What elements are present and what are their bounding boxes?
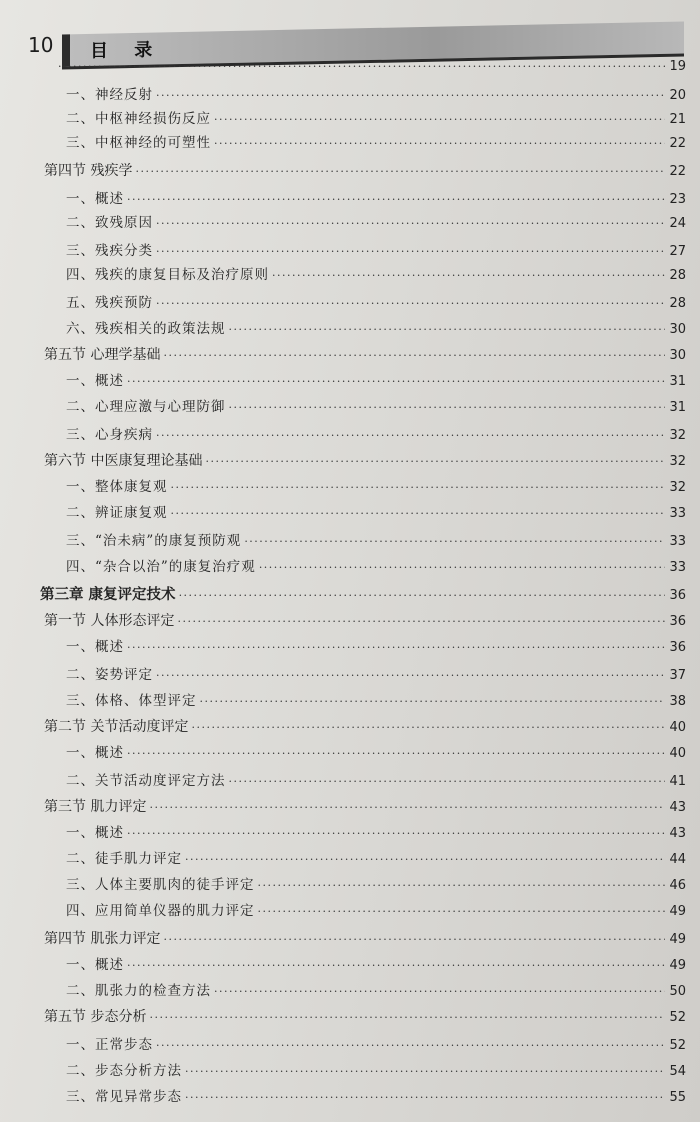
toc-entry	[66, 980, 686, 1002]
toc-entry	[66, 636, 686, 658]
toc-entry	[44, 1006, 686, 1028]
entry-label: 三、残疾分类	[66, 243, 153, 259]
page-number: 10	[28, 33, 54, 57]
entry-label: 一、神经反射	[66, 87, 153, 103]
entry-page-number: 54	[669, 1064, 686, 1079]
entry-label: 一、正常步态	[66, 1037, 153, 1053]
dot-leader	[156, 241, 665, 263]
entry-label: 三、“治未病”的康复预防观	[66, 533, 242, 549]
toc-entry	[66, 742, 686, 764]
toc-entry	[66, 396, 686, 418]
entry-label: 一、概述	[66, 373, 124, 389]
entry-page-number: 33	[669, 560, 686, 575]
entry-page-number: 31	[669, 400, 686, 415]
dot-leader	[200, 691, 666, 713]
entry-page-number: 24	[669, 216, 686, 231]
dot-leader	[156, 213, 665, 235]
toc-entry	[66, 292, 686, 314]
entry-page-number: 40	[669, 720, 686, 735]
toc-entry	[66, 664, 686, 686]
entry-label: 一、概述	[66, 745, 124, 761]
entry-page-number: 44	[669, 852, 686, 867]
entry-page-number: 32	[669, 428, 686, 443]
entry-label: 二、肌张力的检查方法	[66, 983, 211, 999]
entry-label: 四、应用简单仪器的肌力评定	[66, 903, 255, 919]
toc-entry	[66, 848, 686, 870]
dot-leader	[258, 875, 666, 897]
entry-label: 一、概述	[66, 825, 124, 841]
entry-page-number: 37	[669, 668, 686, 683]
toc-entry	[40, 584, 686, 606]
toc-entry	[66, 370, 686, 392]
entry-label: 一、概述	[66, 957, 124, 973]
dot-leader	[135, 161, 665, 183]
toc-entry	[66, 1060, 686, 1082]
toc-entry	[44, 450, 686, 472]
dot-leader	[127, 955, 665, 977]
dot-leader	[127, 743, 665, 765]
entry-page-number: 43	[669, 826, 686, 841]
toc-entry	[66, 556, 686, 578]
dot-leader	[156, 665, 665, 687]
entry-label: 四、残疾的康复目标及治疗原则	[66, 267, 269, 283]
entry-label: 三、中枢神经的可塑性	[66, 135, 211, 151]
dot-leader	[185, 1061, 665, 1083]
entry-label: 二、辨证康复观	[66, 505, 168, 521]
section-title: 第一节 人体形态评定	[44, 613, 175, 629]
dot-leader	[229, 771, 666, 793]
entry-label: 三、常见异常步态	[66, 1089, 182, 1105]
header-title: 目 录	[90, 38, 163, 62]
dot-leader	[272, 265, 665, 287]
toc-entry	[66, 530, 686, 552]
entry-page-number: 38	[669, 694, 686, 709]
dot-leader	[127, 189, 665, 211]
chapter-title: 第三章 康复评定技术	[40, 587, 176, 603]
toc-entry	[66, 822, 686, 844]
entry-page-number: 21	[669, 112, 686, 127]
entry-page-number: 22	[669, 164, 686, 179]
toc-entry	[58, 56, 686, 78]
toc-entry	[66, 954, 686, 976]
toc-entry	[66, 900, 686, 922]
dot-leader	[258, 901, 666, 923]
entry-page-number: 20	[669, 88, 686, 103]
dot-leader	[185, 849, 665, 871]
entry-label: 三、体格、体型评定	[66, 693, 197, 709]
dot-leader	[156, 425, 665, 447]
entry-page-number: 55	[669, 1090, 686, 1105]
toc-entry	[66, 1034, 686, 1056]
entry-page-number: 32	[669, 480, 686, 495]
dot-leader	[171, 503, 666, 525]
entry-page-number: 28	[669, 268, 686, 283]
toc-entry	[44, 716, 686, 738]
toc-entry	[66, 874, 686, 896]
entry-page-number: 32	[669, 454, 686, 469]
toc-entry	[44, 344, 686, 366]
entry-page-number: 49	[669, 958, 686, 973]
entry-page-number: 36	[669, 640, 686, 655]
entry-page-number: 30	[669, 322, 686, 337]
dot-leader	[163, 345, 665, 367]
entry-page-number: 23	[669, 192, 686, 207]
section-title: 第五节 步态分析	[44, 1009, 147, 1025]
dot-leader	[214, 133, 665, 155]
entry-page-number: 22	[669, 136, 686, 151]
entry-page-number: 49	[669, 904, 686, 919]
toc-entry	[66, 476, 686, 498]
entry-page-number: 52	[669, 1010, 686, 1025]
toc-entry	[66, 1086, 686, 1108]
section-title: 第四节 残疾学	[44, 163, 133, 179]
dot-leader	[205, 451, 665, 473]
entry-page-number: 36	[669, 614, 686, 629]
dot-leader	[149, 797, 665, 819]
entry-page-number: 28	[669, 296, 686, 311]
toc-entry	[66, 84, 686, 106]
entry-label: 一、整体康复观	[66, 479, 168, 495]
entry-label: 三、人体主要肌肉的徒手评定	[66, 877, 255, 893]
toc-entry	[66, 240, 686, 262]
section-title: 第二节 关节活动度评定	[44, 719, 189, 735]
entry-label: 四、“杂合以治”的康复治疗观	[66, 559, 256, 575]
entry-label: 二、心理应激与心理防御	[66, 399, 226, 415]
entry-label: 一、概述	[66, 191, 124, 207]
entry-label: 二、中枢神经损伤反应	[66, 111, 211, 127]
entry-label: 六、残疾相关的政策法规	[66, 321, 226, 337]
entry-label: 一、概述	[66, 639, 124, 655]
dot-leader	[149, 1007, 665, 1029]
dot-leader	[127, 823, 665, 845]
entry-page-number: 33	[669, 534, 686, 549]
dot-leader	[127, 637, 665, 659]
entry-label: 三、心身疾病	[66, 427, 153, 443]
toc-entry	[44, 796, 686, 818]
toc-entry	[66, 770, 686, 792]
toc-entry	[66, 212, 686, 234]
dot-leader	[214, 981, 665, 1003]
section-title: 第三节 肌力评定	[44, 799, 147, 815]
entry-page-number: 43	[669, 800, 686, 815]
toc-entry	[66, 318, 686, 340]
dot-leader	[244, 531, 665, 553]
toc-entry	[44, 928, 686, 950]
entry-page-number: 40	[669, 746, 686, 761]
dot-leader	[214, 109, 665, 131]
dot-leader	[127, 371, 665, 393]
dot-leader	[185, 1087, 665, 1109]
dot-leader	[179, 585, 665, 607]
toc-entry	[66, 424, 686, 446]
dot-leader	[156, 85, 665, 107]
toc-entry	[66, 108, 686, 130]
entry-page-number: 27	[669, 244, 686, 259]
entry-label: 五、残疾预防	[66, 295, 153, 311]
entry-page-number: 49	[669, 932, 686, 947]
toc-entry	[66, 132, 686, 154]
toc-entry	[66, 188, 686, 210]
entry-page-number: 19	[669, 59, 686, 74]
section-title: 第四节 肌张力评定	[44, 931, 161, 947]
section-title: 第六节 中医康复理论基础	[44, 453, 203, 469]
toc-entry	[44, 610, 686, 632]
entry-label: 二、关节活动度评定方法	[66, 773, 226, 789]
section-title: 第五节 心理学基础	[44, 347, 161, 363]
entry-page-number: 50	[669, 984, 686, 999]
dot-leader	[58, 56, 665, 78]
toc-entry	[44, 160, 686, 182]
dot-leader	[171, 477, 666, 499]
dot-leader	[163, 929, 665, 951]
dot-leader	[191, 717, 665, 739]
toc-entry	[66, 502, 686, 524]
dot-leader	[259, 557, 665, 579]
entry-page-number: 31	[669, 374, 686, 389]
dot-leader	[229, 397, 666, 419]
dot-leader	[156, 1035, 665, 1057]
entry-page-number: 41	[669, 774, 686, 789]
toc-entry	[66, 264, 686, 286]
toc-entry	[66, 690, 686, 712]
entry-label: 二、步态分析方法	[66, 1063, 182, 1079]
entry-page-number: 46	[669, 878, 686, 893]
entry-page-number: 36	[669, 588, 686, 603]
entry-page-number: 30	[669, 348, 686, 363]
dot-leader	[229, 319, 666, 341]
entry-label: 二、徒手肌力评定	[66, 851, 182, 867]
entry-page-number: 33	[669, 506, 686, 521]
dot-leader	[156, 293, 665, 315]
entry-label: 二、致残原因	[66, 215, 153, 231]
dot-leader	[177, 611, 665, 633]
entry-page-number: 52	[669, 1038, 686, 1053]
entry-label: 二、姿势评定	[66, 667, 153, 683]
